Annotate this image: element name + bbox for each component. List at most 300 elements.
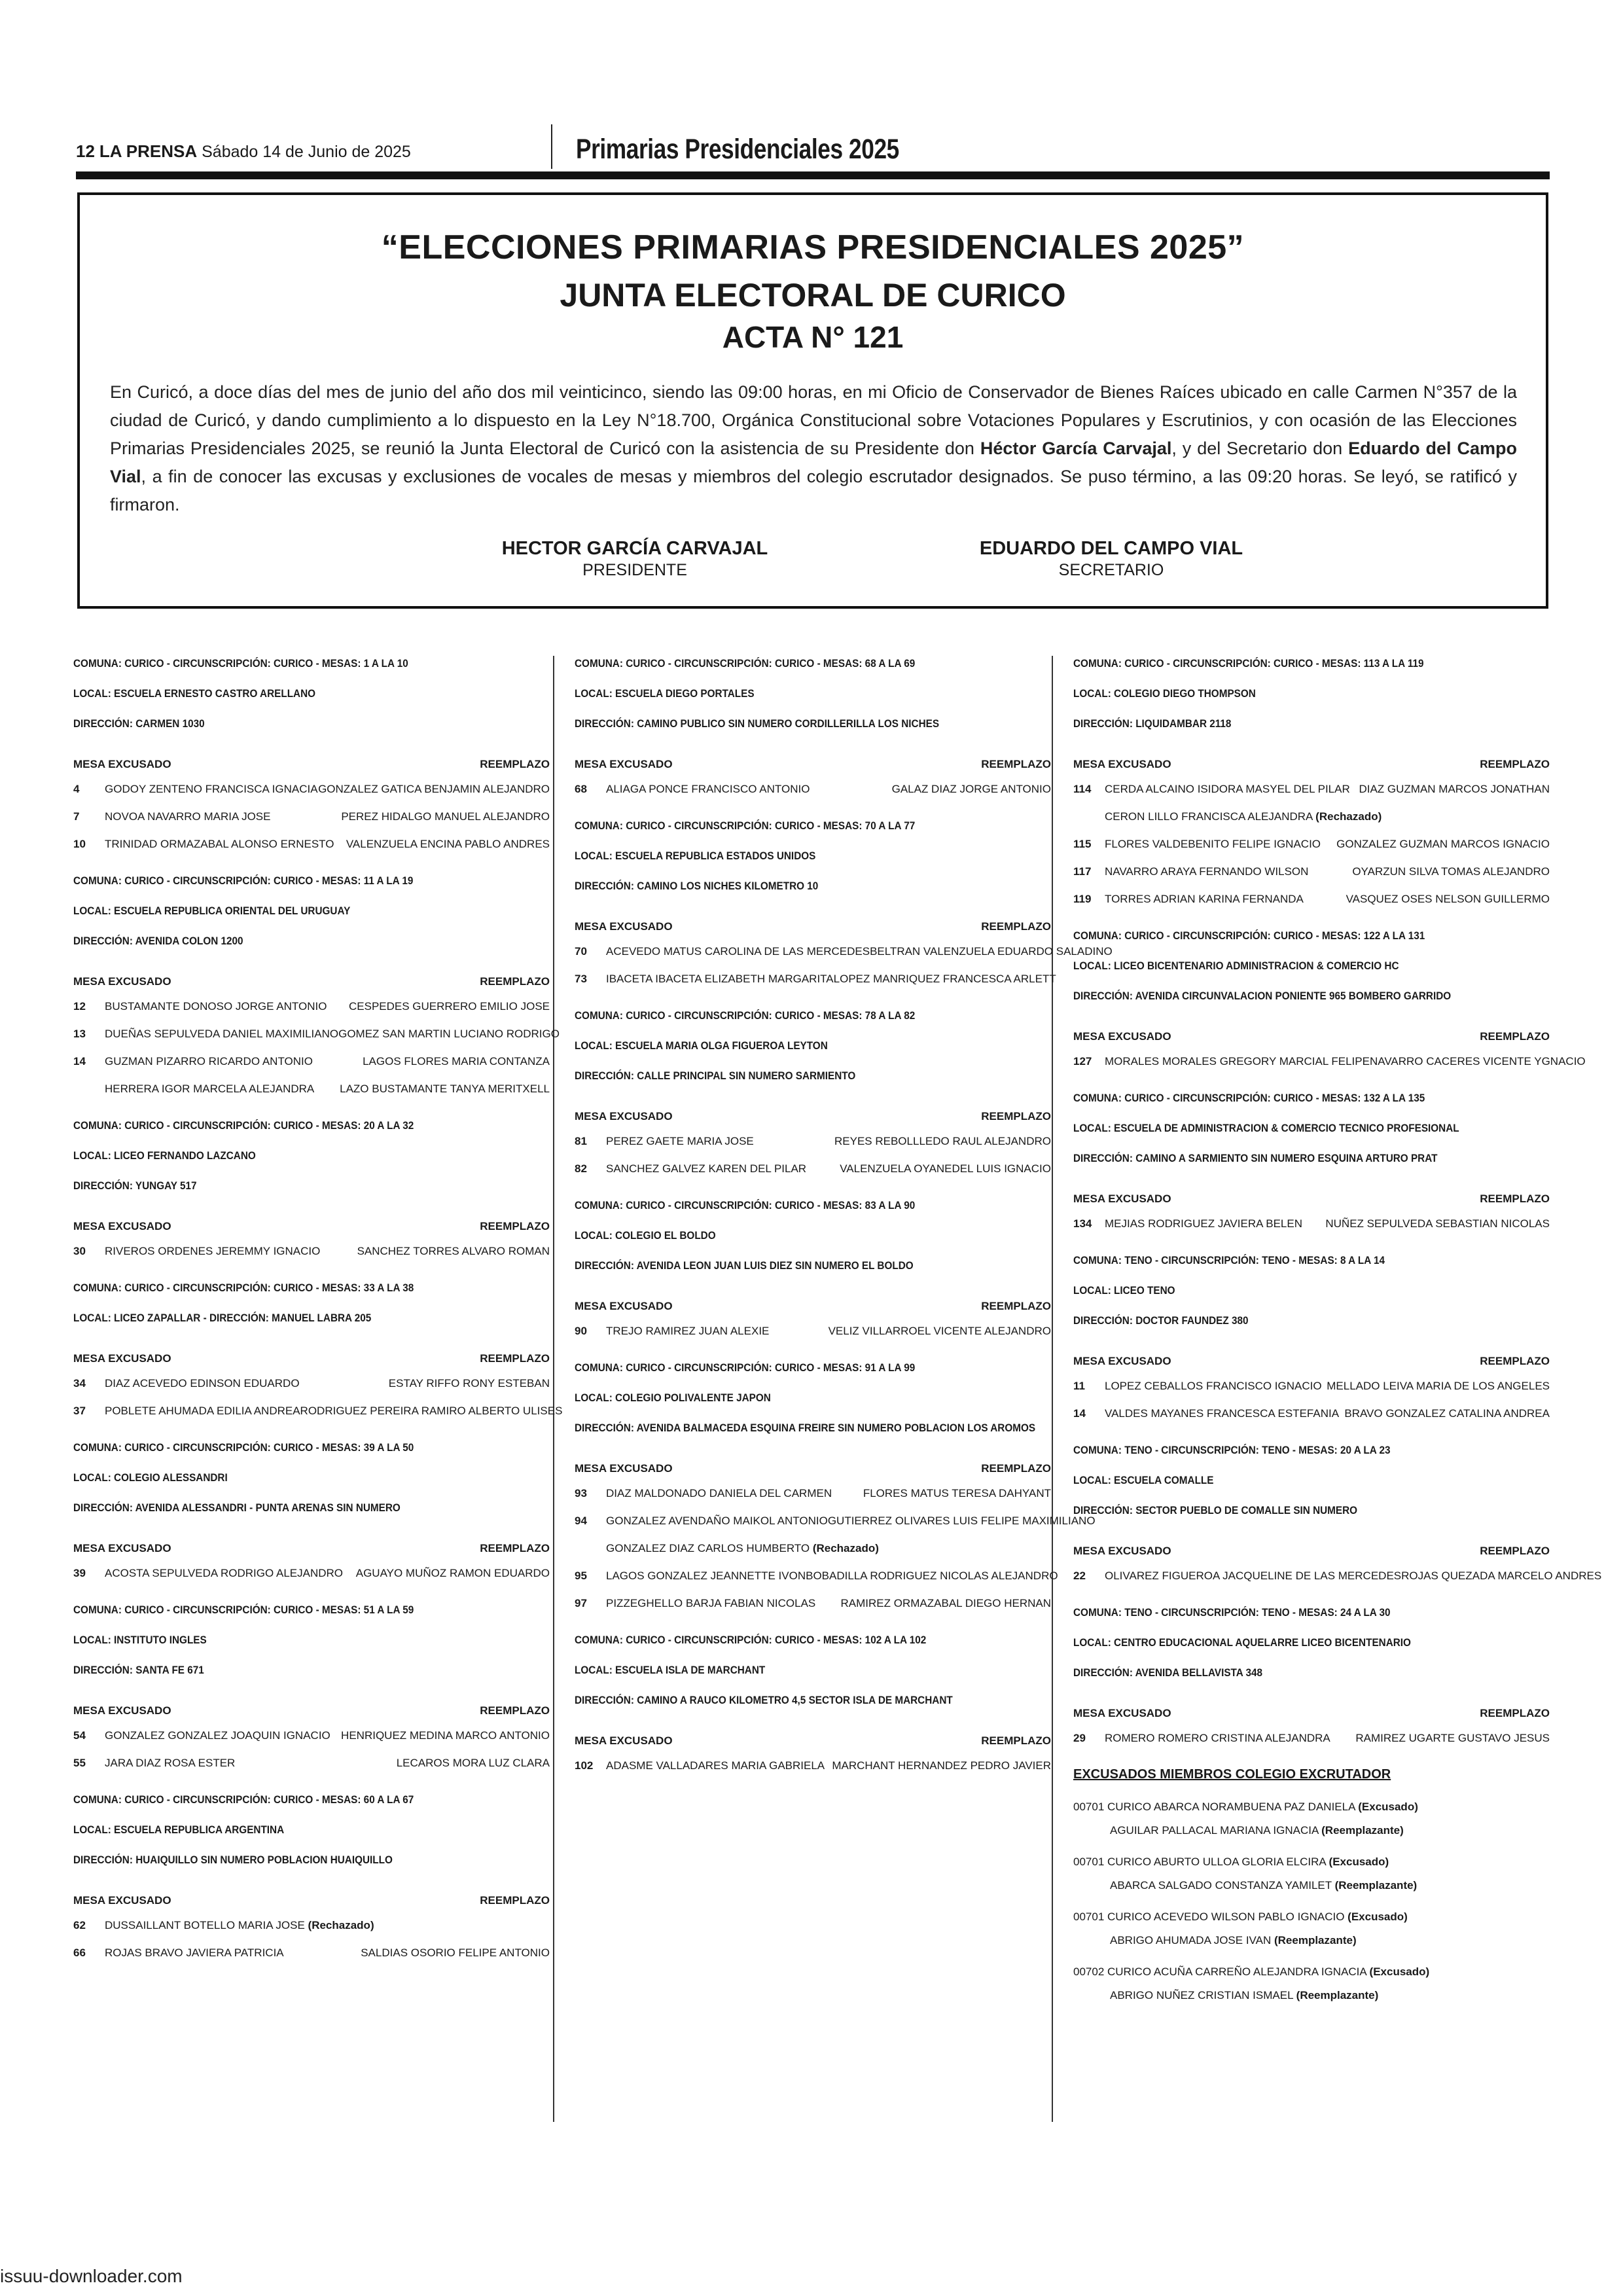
excusado-name — [1105, 1731, 1355, 1746]
comuna-heading: COMUNA: CURICO - CIRCUNSCRIPCIÓN: CURICO - MESAS: 83 A LA 90 — [575, 1199, 916, 1211]
comuna-heading: COMUNA: TENO - CIRCUNSCRIPCIÓN: TENO - MESAS: 20 A LA 23 — [1073, 1444, 1391, 1456]
excusado-text: ADASME VALLADARES MARIA GABRIELA — [606, 1759, 825, 1772]
excusado-name — [105, 1081, 340, 1097]
table-row — [1073, 1378, 1550, 1394]
excusado-text: MEJIAS RODRIGUEZ JAVIERA BELEN — [1105, 1217, 1302, 1230]
excusado-name — [105, 999, 349, 1014]
mesa-table-header — [73, 1351, 550, 1367]
mesa-table-header — [73, 1219, 550, 1234]
header-separator — [551, 124, 552, 169]
direccion-heading: DIRECCIÓN: CAMINO PUBLICO SIN NUMERO CORDILLERILLA LOS NICHES — [575, 717, 940, 730]
reemplazo-label: REEMPLAZO — [1480, 1545, 1550, 1557]
excusado-name — [606, 944, 870, 960]
local-heading: LOCAL: LICEO ZAPALLAR - DIRECCIÓN: MANUEL LABRA 205 — [73, 1312, 372, 1324]
excusado-text: ACEVEDO MATUS CAROLINA DE LAS MERCEDES — [606, 945, 870, 958]
mesa-number: 22 — [1073, 1570, 1086, 1582]
excusado-name — [606, 971, 834, 987]
mesa-table-header — [73, 1541, 550, 1556]
mesa-number: 29 — [1073, 1732, 1086, 1744]
comuna-heading: COMUNA: CURICO - CIRCUNSCRIPCIÓN: CURICO - MESAS: 78 A LA 82 — [575, 1009, 916, 1022]
mesa-number: 62 — [73, 1919, 86, 1931]
mesa-number: 117 — [1073, 865, 1092, 878]
table-row — [575, 781, 1051, 797]
escrutador-item — [1073, 1964, 1550, 2003]
reemplazo-name: RAMIREZ UGARTE GUSTAVO JESUS — [1355, 1732, 1550, 1744]
mesa-block — [73, 1602, 550, 1771]
mesa-excusado-label: MESA EXCUSADO — [1073, 1030, 1171, 1043]
acta-body-part: En Curicó, a doce días del mes de junio del año dos mil veinticinco, siendo las 09:00 horas, en mi Oficio de Conservador de Bienes Raíces ubicado en calle Carmen N°357 de la ciudad de Curicó, y dando cumplimiento a lo dispuesto en la Ley N°18.700, Orgánica Constitucional sobre Votaciones Populares y Escrutinios, y con ocasión de las Elecciones Primarias Presidenciales 2025, se reunió la Junta Electoral de Curicó con la asistencia de su Presidente don — [110, 382, 1517, 458]
mesa-number — [575, 1541, 606, 1556]
table-row — [1073, 1054, 1586, 1069]
excusado-text: ROJAS BRAVO JAVIERA PATRICIA — [105, 1946, 284, 1959]
mesa-block — [575, 656, 1051, 797]
excusado-text: ACOSTA SEPULVEDA RODRIGO ALEJANDRO — [105, 1567, 344, 1579]
mesa-excusado-label: MESA EXCUSADO — [575, 1462, 673, 1475]
mesa-excusado-label: MESA EXCUSADO — [575, 920, 673, 933]
excusado-name — [606, 1758, 832, 1774]
comuna-heading: COMUNA: CURICO - CIRCUNSCRIPCIÓN: CURICO - MESAS: 113 A LA 119 — [1073, 657, 1424, 670]
mesa-excusado-label: MESA EXCUSADO — [73, 1894, 171, 1907]
direccion-heading: DIRECCIÓN: CALLE PRINCIPAL SIN NUMERO SARMIENTO — [575, 1069, 856, 1082]
reemplazo-name: RODRIGUEZ PEREIRA RAMIRO ALBERTO ULISES — [300, 1405, 563, 1417]
comuna-heading: COMUNA: CURICO - CIRCUNSCRIPCIÓN: CURICO - MESAS: 39 A LA 50 — [73, 1441, 414, 1454]
mesa-number: 94 — [575, 1515, 587, 1527]
local-heading: LOCAL: ESCUELA REPUBLICA ESTADOS UNIDOS — [575, 850, 816, 862]
newspaper-name: LA PRENSA — [99, 141, 198, 161]
mesa-excusado-label: MESA EXCUSADO — [1073, 758, 1171, 770]
direccion-heading: DIRECCIÓN: HUAIQUILLO SIN NUMERO POBLACION HUAIQUILLO — [73, 1854, 393, 1866]
mesa-block — [73, 1792, 550, 1961]
status-tag: (Rechazado) — [308, 1919, 374, 1931]
excusado-name — [606, 1134, 834, 1149]
reemplazo-name: SANCHEZ TORRES ALVARO ROMAN — [357, 1245, 550, 1257]
table-row — [73, 781, 550, 797]
mesa-block — [1073, 1253, 1550, 1422]
mesa-number: 114 — [1073, 783, 1092, 795]
mesa-number: 11 — [1073, 1380, 1085, 1392]
mesa-excusado-label: MESA EXCUSADO — [73, 975, 171, 988]
direccion-heading: DIRECCIÓN: SECTOR PUEBLO DE COMALLE SIN NUMERO — [1073, 1504, 1358, 1516]
excusado-text: NOVOA NAVARRO MARIA JOSE — [105, 810, 271, 823]
mesa-number: 119 — [1073, 893, 1092, 905]
reemplazo-name: MELLADO LEIVA MARIA DE LOS ANGELES — [1327, 1380, 1550, 1392]
excusado-name — [606, 1541, 1051, 1556]
excusado-name — [606, 781, 892, 797]
reemplazo-name: BELTRAN VALENZUELA EDUARDO SALADINO — [870, 945, 1113, 958]
reemplazo-name: NUÑEZ SEPULVEDA SEBASTIAN NICOLAS — [1325, 1217, 1550, 1230]
reemplazo-label: REEMPLAZO — [480, 1220, 550, 1232]
excusado-name — [1105, 1378, 1327, 1394]
direccion-heading: DIRECCIÓN: AVENIDA COLON 1200 — [73, 935, 243, 947]
excusado-text: GONZALEZ DIAZ CARLOS HUMBERTO — [606, 1542, 810, 1554]
direccion-heading: DIRECCIÓN: CAMINO A RAUCO KILOMETRO 4,5 SECTOR ISLA DE MARCHANT — [575, 1694, 953, 1706]
excusado-name — [606, 1596, 841, 1611]
excusado-name — [1105, 809, 1550, 825]
local-heading: LOCAL: ESCUELA COMALLE — [1073, 1474, 1214, 1486]
reemplazo-label: REEMPLAZO — [1480, 1193, 1550, 1205]
comuna-heading: COMUNA: CURICO - CIRCUNSCRIPCIÓN: CURICO - MESAS: 122 A LA 131 — [1073, 929, 1425, 942]
mesa-number: 10 — [73, 838, 86, 850]
reemplazo-name: REYES REBOLLLEDO RAUL ALEJANDRO — [834, 1135, 1051, 1147]
local-heading: LOCAL: LICEO TENO — [1073, 1284, 1175, 1297]
escrutador-reemplazante — [1073, 1933, 1550, 1948]
mesa-table-header — [1073, 1543, 1550, 1559]
reemplazo-label: REEMPLAZO — [480, 1704, 550, 1717]
escrutador-excusado — [1073, 1909, 1550, 1925]
direccion-heading: DIRECCIÓN: AVENIDA CIRCUNVALACION PONIENTE 965 BOMBERO GARRIDO — [1073, 990, 1452, 1002]
excusado-text: LAGOS GONZALEZ JEANNETTE IVON — [606, 1570, 806, 1582]
mesa-number: 97 — [575, 1597, 587, 1609]
mesa-table-header — [575, 1733, 1051, 1749]
mesa-excusado-label: MESA EXCUSADO — [575, 1734, 673, 1747]
comuna-heading: COMUNA: TENO - CIRCUNSCRIPCIÓN: TENO - MESAS: 24 A LA 30 — [1073, 1606, 1391, 1619]
signature-name: EDUARDO DEL CAMPO VIAL — [979, 538, 1243, 559]
reemplazo-name: LECAROS MORA LUZ CLARA — [396, 1757, 550, 1769]
mesa-excusado-label: MESA EXCUSADO — [73, 1352, 171, 1365]
status-tag: (Excusado) — [1369, 1965, 1430, 1978]
comuna-heading: COMUNA: CURICO - CIRCUNSCRIPCIÓN: CURICO - MESAS: 60 A LA 67 — [73, 1793, 414, 1806]
local-heading: LOCAL: LICEO BICENTENARIO ADMINISTRACION & COMERCIO HC — [1073, 960, 1399, 972]
table-row — [73, 1566, 550, 1581]
mesa-number: 70 — [575, 945, 587, 958]
mesa-block — [575, 1008, 1051, 1177]
excusado-name — [606, 1568, 806, 1584]
table-row — [73, 1403, 563, 1419]
table-row — [575, 944, 1113, 960]
mesa-number: 95 — [575, 1570, 587, 1582]
reemplazo-name: GOMEZ SAN MARTIN LUCIANO RODRIGO — [338, 1028, 560, 1040]
mesa-excusado-label: MESA EXCUSADO — [575, 1110, 673, 1122]
excusado-name — [105, 1755, 397, 1771]
reemplazo-name: RAMIREZ ORMAZABAL DIEGO HERNAN — [840, 1597, 1051, 1609]
acta-box — [77, 192, 1548, 609]
escrutador-list — [1073, 1799, 1550, 2003]
mesa-number: 12 — [73, 1000, 86, 1013]
mesa-number: 134 — [1073, 1217, 1092, 1230]
table-row — [575, 971, 1056, 987]
mesa-block — [1073, 1443, 1602, 1584]
section-title: Primarias Presidenciales 2025 — [576, 134, 899, 165]
excusado-name — [1105, 836, 1336, 852]
direccion-heading: DIRECCIÓN: DOCTOR FAUNDEZ 380 — [1073, 1314, 1249, 1327]
mesa-table-header — [575, 919, 1051, 935]
mesa-excusado-label: MESA EXCUSADO — [575, 1300, 673, 1312]
reemplazo-name: MARCHANT HERNANDEZ PEDRO JAVIER — [832, 1759, 1051, 1772]
excusado-name — [1105, 1406, 1344, 1422]
mesa-table-header — [73, 974, 550, 990]
mesa-table-header — [575, 1109, 1051, 1124]
reemplazo-name: HENRIQUEZ MEDINA MARCO ANTONIO — [341, 1729, 550, 1742]
excusado-name — [1105, 891, 1346, 907]
table-row — [73, 836, 550, 852]
status-tag: (Reemplazante) — [1334, 1879, 1418, 1892]
status-tag: (Excusado) — [1329, 1856, 1389, 1868]
local-heading: LOCAL: ESCUELA ERNESTO CASTRO ARELLANO — [73, 687, 316, 700]
status-tag: (Reemplazante) — [1321, 1824, 1404, 1837]
excusado-text: MORALES MORALES GREGORY MARCIAL FELIPE — [1105, 1055, 1370, 1067]
direccion-heading: DIRECCIÓN: CAMINO A SARMIENTO SIN NUMERO ESQUINA ARTURO PRAT — [1073, 1152, 1438, 1164]
escrutador-excusado — [1073, 1854, 1550, 1870]
reemplazo-name: BOBADILLA RODRIGUEZ NICOLAS ALEJANDRO — [806, 1570, 1058, 1582]
reemplazo-name: ESTAY RIFFO RONY ESTEBAN — [388, 1377, 550, 1390]
excusado-name — [105, 1945, 361, 1961]
local-heading: LOCAL: COLEGIO ALESSANDRI — [73, 1471, 228, 1484]
reemplazo-label: REEMPLAZO — [480, 758, 550, 770]
reemplazo-name: GALAZ DIAZ JORGE ANTONIO — [891, 783, 1051, 795]
excusado-text: VALDES MAYANES FRANCESCA ESTEFANIA — [1105, 1407, 1340, 1420]
table-row — [1073, 864, 1550, 880]
excusado-text: DUEÑAS SEPULVEDA DANIEL MAXIMILIANO — [105, 1028, 339, 1040]
excusado-name — [105, 1918, 550, 1933]
escrutador-excusado — [1073, 1799, 1550, 1815]
reemplazo-label: REEMPLAZO — [480, 1542, 550, 1554]
acta-title: “ELECCIONES PRIMARIAS PRESIDENCIALES 2025” — [381, 228, 1245, 266]
table-row — [73, 999, 550, 1014]
mesa-number: 37 — [73, 1405, 86, 1417]
direccion-heading: DIRECCIÓN: SANTA FE 671 — [73, 1664, 204, 1676]
excusado-name — [1105, 1568, 1401, 1584]
excusado-text: POBLETE AHUMADA EDILIA ANDREA — [105, 1405, 300, 1417]
table-row — [575, 1486, 1051, 1501]
excusado-name — [1105, 1054, 1370, 1069]
escrutador-title: EXCUSADOS MIEMBROS COLEGIO EXCRUTADOR — [1073, 1767, 1391, 1782]
comuna-heading: COMUNA: CURICO - CIRCUNSCRIPCIÓN: CURICO - MESAS: 11 A LA 19 — [73, 874, 414, 887]
excusado-name — [105, 1566, 356, 1581]
direccion-heading: DIRECCIÓN: CARMEN 1030 — [73, 717, 205, 730]
excusado-text: OLIVAREZ FIGUEROA JACQUELINE DE LAS MERCEDES — [1105, 1570, 1402, 1582]
escrutador-excusado — [1073, 1964, 1550, 1980]
excusado-text: FLORES VALDEBENITO FELIPE IGNACIO — [1105, 838, 1321, 850]
excusado-text: TORRES ADRIAN KARINA FERNANDA — [1105, 893, 1304, 905]
mesa-table-header — [1073, 1354, 1550, 1369]
acta-secretary-inline: Eduardo del Campo Vial — [110, 439, 1517, 486]
mesa-number: 30 — [73, 1245, 86, 1257]
excusado-text: ALIAGA PONCE FRANCISCO ANTONIO — [606, 783, 810, 795]
local-heading: LOCAL: LICEO FERNANDO LAZCANO — [73, 1149, 256, 1162]
table-row — [575, 1513, 1096, 1529]
table-row — [575, 1541, 1051, 1556]
comuna-heading: COMUNA: CURICO - CIRCUNSCRIPCIÓN: CURICO - MESAS: 33 A LA 38 — [73, 1282, 414, 1294]
excusado-name — [1105, 781, 1359, 797]
escrutador-item — [1073, 1909, 1550, 1948]
excusado-text: RIVEROS ORDENES JEREMMY IGNACIO — [105, 1245, 321, 1257]
mesa-excusado-label: MESA EXCUSADO — [73, 758, 171, 770]
local-heading: LOCAL: CENTRO EDUCACIONAL AQUELARRE LICEO BICENTENARIO — [1073, 1636, 1411, 1649]
mesa-table-header — [1073, 1191, 1550, 1207]
reemplazo-label: REEMPLAZO — [480, 975, 550, 988]
status-tag: (Excusado) — [1347, 1910, 1408, 1923]
excusado-name — [105, 1054, 363, 1069]
mesa-table-header — [575, 1299, 1051, 1314]
reemplazo-name: GUTIERREZ OLIVARES LUIS FELIPE MAXIMILIANO — [827, 1515, 1096, 1527]
status-tag: (Rechazado) — [1315, 810, 1382, 823]
mesa-number: 73 — [575, 973, 587, 985]
excusado-text: GUZMAN PIZARRO RICARDO ANTONIO — [105, 1055, 313, 1067]
mesa-block — [1073, 1090, 1550, 1232]
excusado-text: ROMERO ROMERO CRISTINA ALEJANDRA — [1105, 1732, 1330, 1744]
comuna-heading: COMUNA: CURICO - CIRCUNSCRIPCIÓN: CURICO - MESAS: 70 A LA 77 — [575, 819, 916, 832]
status-tag: (Reemplazante) — [1296, 1989, 1379, 2001]
mesa-number: 102 — [575, 1759, 594, 1772]
column-1 — [73, 656, 563, 1982]
mesa-excusado-label: MESA EXCUSADO — [73, 1542, 171, 1554]
mesa-excusado-label: MESA EXCUSADO — [73, 1704, 171, 1717]
comuna-heading: COMUNA: CURICO - CIRCUNSCRIPCIÓN: CURICO - MESAS: 102 A LA 102 — [575, 1634, 927, 1646]
excusado-text: TREJO RAMIREZ JUAN ALEXIE — [606, 1325, 770, 1337]
issue-date: Sábado 14 de Junio de 2025 — [202, 143, 411, 161]
mesa-excusado-label: MESA EXCUSADO — [1073, 1355, 1171, 1367]
signature-secretary — [882, 538, 1340, 580]
mesa-block — [1073, 656, 1550, 907]
mesa-table-header — [73, 757, 550, 772]
escrutador-item — [1073, 1854, 1550, 1893]
excusado-text: SANCHEZ GALVEZ KAREN DEL PILAR — [606, 1162, 807, 1175]
table-row — [1073, 891, 1550, 907]
mesa-number: 14 — [1073, 1407, 1086, 1420]
excusado-text: GONZALEZ GONZALEZ JOAQUIN IGNACIO — [105, 1729, 330, 1742]
direccion-heading: DIRECCIÓN: AVENIDA BELLAVISTA 348 — [1073, 1666, 1263, 1679]
comuna-heading: COMUNA: CURICO - CIRCUNSCRIPCIÓN: CURICO - MESAS: 68 A LA 69 — [575, 657, 916, 670]
column-divider — [553, 656, 554, 2122]
reemplazo-label: REEMPLAZO — [981, 920, 1051, 933]
table-row — [575, 1161, 1051, 1177]
escrutador-reemplazante — [1073, 1988, 1550, 2003]
comuna-heading: COMUNA: CURICO - CIRCUNSCRIPCIÓN: CURICO - MESAS: 20 A LA 32 — [73, 1119, 414, 1132]
mesa-number: 115 — [1073, 838, 1092, 850]
mesa-number: 4 — [73, 783, 80, 795]
table-row — [73, 1918, 550, 1933]
mesa-number: 54 — [73, 1729, 86, 1742]
acta-body-part: , a fin de conocer las excusas y exclusiones de vocales de mesas y miembros del colegio escrutador designados. Se puso término, a las 09:20 horas. Se leyó, se ratificó y firmaron. — [110, 467, 1517, 514]
mesa-number: 90 — [575, 1325, 587, 1337]
mesa-block — [575, 1632, 1051, 1774]
direccion-heading: DIRECCIÓN: LIQUIDAMBAR 2118 — [1073, 717, 1232, 730]
reemplazo-name: VELIZ VILLARROEL VICENTE ALEJANDRO — [828, 1325, 1051, 1337]
reemplazo-label: REEMPLAZO — [981, 1300, 1051, 1312]
status-tag: (Rechazado) — [812, 1542, 879, 1554]
signature-role: SECRETARIO — [1058, 561, 1164, 579]
table-row — [1073, 1731, 1550, 1746]
mesa-block — [575, 1198, 1051, 1339]
reemplazo-name: GONZALEZ GATICA BENJAMIN ALEJANDRO — [318, 783, 550, 795]
mesa-block — [73, 1118, 550, 1259]
signature-president — [406, 538, 864, 580]
table-row — [575, 1568, 1058, 1584]
local-heading: LOCAL: INSTITUTO INGLES — [73, 1634, 207, 1646]
mesa-block — [1073, 928, 1586, 1069]
excusado-text: TRINIDAD ORMAZABAL ALONSO ERNESTO — [105, 838, 334, 850]
mesa-number: 55 — [73, 1757, 86, 1769]
excusado-text: IBACETA IBACETA ELIZABETH MARGARITA — [606, 973, 834, 985]
table-row — [1073, 781, 1550, 797]
escrutador-reemplazante-text: AGUILAR PALLACAL MARIANA IGNACIA — [1110, 1824, 1319, 1837]
mesa-number: 93 — [575, 1487, 587, 1499]
direccion-heading: DIRECCIÓN: YUNGAY 517 — [73, 1179, 197, 1192]
mesa-block — [73, 1280, 563, 1419]
mesa-number — [73, 1081, 105, 1097]
reemplazo-label: REEMPLAZO — [480, 1894, 550, 1907]
escrutador-excusado-text: 00701 CURICO ACEVEDO WILSON PABLO IGNACIO — [1073, 1910, 1345, 1923]
header-rule — [76, 171, 1550, 179]
mesa-number: 39 — [73, 1567, 86, 1579]
mesa-table-header — [73, 1893, 550, 1909]
table-row — [1073, 809, 1550, 825]
mesa-excusado-label: MESA EXCUSADO — [1073, 1707, 1171, 1719]
comuna-heading: COMUNA: TENO - CIRCUNSCRIPCIÓN: TENO - MESAS: 8 A LA 14 — [1073, 1254, 1385, 1266]
mesa-excusado-label: MESA EXCUSADO — [73, 1220, 171, 1232]
table-row — [73, 1945, 550, 1961]
acta-body — [110, 378, 1517, 519]
table-row — [1073, 836, 1550, 852]
watermark-footer: issuu-downloader.com — [0, 2266, 183, 2286]
escrutador-reemplazante — [1073, 1878, 1550, 1893]
mesa-number: 81 — [575, 1135, 587, 1147]
excusado-name — [105, 1026, 338, 1042]
local-heading: LOCAL: ESCUELA DE ADMINISTRACION & COMERCIO TECNICO PROFESIONAL — [1073, 1122, 1459, 1134]
table-row — [73, 1054, 550, 1069]
table-row — [575, 1323, 1051, 1339]
reemplazo-name: VALENZUELA OYANEDEL LUIS IGNACIO — [840, 1162, 1051, 1175]
local-heading: LOCAL: ESCUELA DIEGO PORTALES — [575, 687, 755, 700]
page-number: 12 — [76, 141, 95, 161]
escrutador-reemplazante-text: ABRIGO AHUMADA JOSE IVAN — [1110, 1934, 1272, 1946]
table-row — [73, 1728, 550, 1744]
reemplazo-label: REEMPLAZO — [1480, 758, 1550, 770]
local-heading: LOCAL: COLEGIO DIEGO THOMPSON — [1073, 687, 1256, 700]
table-row — [73, 809, 550, 825]
reemplazo-name: VALENZUELA ENCINA PABLO ANDRES — [346, 838, 550, 850]
local-heading: LOCAL: ESCUELA REPUBLICA ARGENTINA — [73, 1823, 285, 1836]
reemplazo-name: LOPEZ MANRIQUEZ FRANCESCA ARLETT — [833, 973, 1056, 985]
reemplazo-label: REEMPLAZO — [480, 1352, 550, 1365]
reemplazo-name: FLORES MATUS TERESA DAHYANT — [863, 1487, 1051, 1499]
reemplazo-name: ROJAS QUEZADA MARCELO ANDRES — [1401, 1570, 1602, 1582]
local-heading: LOCAL: ESCUELA REPUBLICA ORIENTAL DEL URUGUAY — [73, 905, 351, 917]
reemplazo-label: REEMPLAZO — [1480, 1030, 1550, 1043]
mesa-block — [73, 1440, 550, 1581]
excusado-name — [1105, 864, 1352, 880]
mesa-number: 7 — [73, 810, 80, 823]
status-tag: (Reemplazante) — [1274, 1934, 1357, 1946]
excusado-text: JARA DIAZ ROSA ESTER — [105, 1757, 236, 1769]
excusado-text: HERRERA IGOR MARCELA ALEJANDRA — [105, 1083, 315, 1095]
escrutador-excusado-text: 00701 CURICO ABURTO ULLOA GLORIA ELCIRA — [1073, 1856, 1326, 1868]
table-row — [1073, 1406, 1550, 1422]
comuna-heading: COMUNA: CURICO - CIRCUNSCRIPCIÓN: CURICO - MESAS: 1 A LA 10 — [73, 657, 408, 670]
excusado-name — [105, 836, 346, 852]
mesa-number — [1073, 809, 1105, 825]
excusado-name — [105, 1376, 389, 1391]
page-header-left — [76, 141, 411, 162]
mesa-table-header — [73, 1703, 550, 1719]
reemplazo-name: OYARZUN SILVA TOMAS ALEJANDRO — [1352, 865, 1550, 878]
reemplazo-name: BRAVO GONZALEZ CATALINA ANDREA — [1344, 1407, 1550, 1420]
direccion-heading: DIRECCIÓN: CAMINO LOS NICHES KILOMETRO 10 — [575, 880, 819, 892]
reemplazo-name: SALDIAS OSORIO FELIPE ANTONIO — [361, 1946, 550, 1959]
column-3 — [1073, 656, 1602, 2019]
excusado-text: CERDA ALCAINO ISIDORA MASYEL DEL PILAR — [1105, 783, 1350, 795]
acta-subtitle: JUNTA ELECTORAL DE CURICO — [560, 277, 1066, 314]
reemplazo-name: VASQUEZ OSES NELSON GUILLERMO — [1346, 893, 1550, 905]
excusado-text: DIAZ ACEVEDO EDINSON EDUARDO — [105, 1377, 300, 1390]
reemplazo-name: NAVARRO CACERES VICENTE YGNACIO — [1369, 1055, 1586, 1067]
excusado-name — [105, 1403, 300, 1419]
table-row — [1073, 1568, 1602, 1584]
reemplazo-name: GONZALEZ GUZMAN MARCOS IGNACIO — [1336, 838, 1550, 850]
excusado-name — [105, 1728, 341, 1744]
direccion-heading: DIRECCIÓN: AVENIDA ALESSANDRI - PUNTA ARENAS SIN NUMERO — [73, 1501, 401, 1514]
local-heading: LOCAL: ESCUELA ISLA DE MARCHANT — [575, 1664, 766, 1676]
